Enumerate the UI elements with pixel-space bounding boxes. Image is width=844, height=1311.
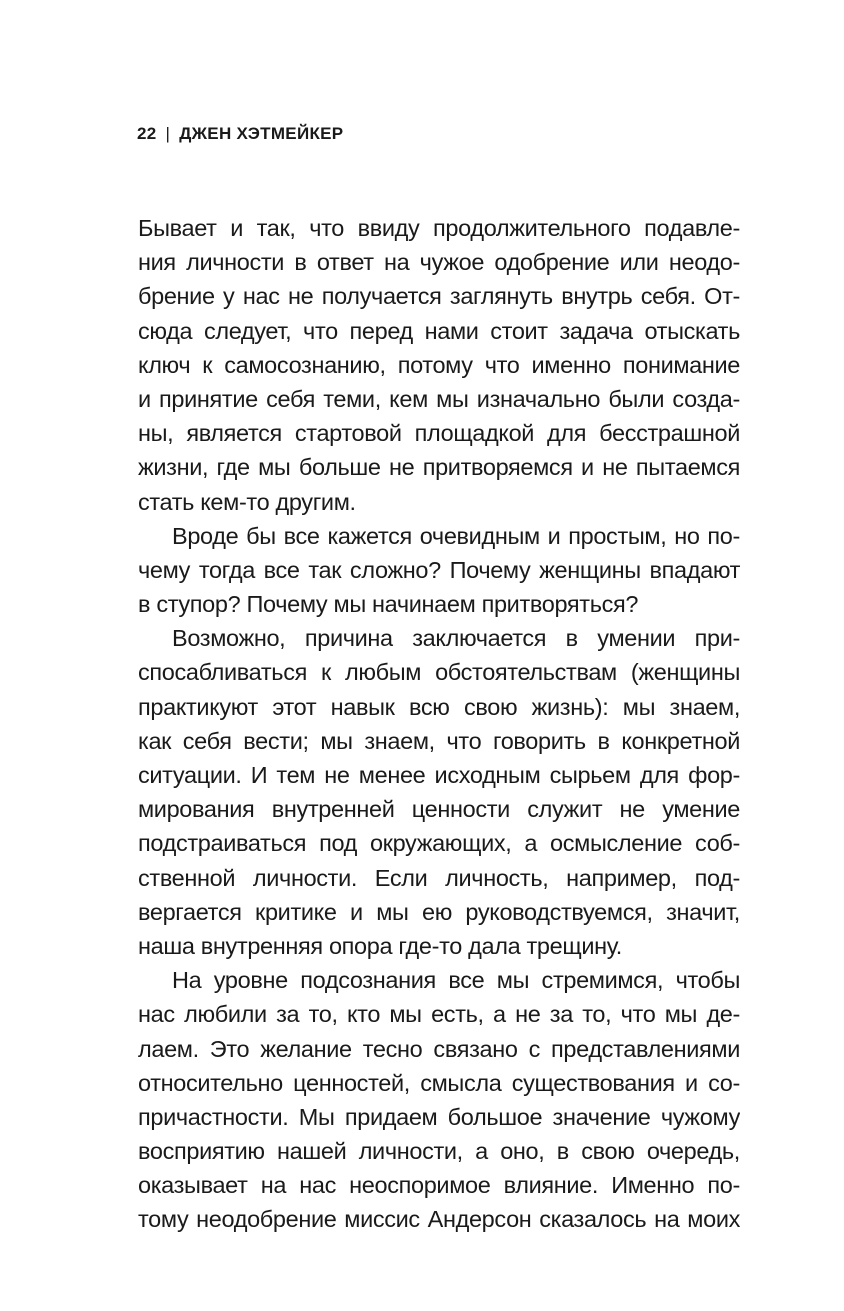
- text-line: подстраиваться под окружающих, а осмысление соб-: [138, 830, 740, 857]
- text-line: ственной личности. Если личность, например, под-: [138, 864, 740, 891]
- text-line: Возможно, причина заключается в умении при-: [172, 625, 740, 652]
- text-line: нас любили за то, кто мы есть, а не за то, что мы де-: [138, 1001, 740, 1028]
- text-line: лаем. Это желание тесно связано с представлениями: [138, 1035, 740, 1062]
- text-line: вергается критике и мы ею руководствуемся, значит,: [138, 898, 740, 925]
- text-line: и принятие себя теми, кем мы изначально были созда-: [138, 385, 740, 412]
- text-line: сюда следует, что перед нами стоит задача отыскать: [138, 317, 740, 344]
- author-name: ДЖЕН ХЭТМЕЙКЕР: [179, 124, 344, 143]
- text-line: На уровне подсознания все мы стремимся, чтобы: [172, 967, 740, 994]
- paragraph: [138, 963, 740, 1237]
- text-line: Бывает и так, что ввиду продолжительного подавле-: [138, 215, 740, 241]
- text-line: относительно ценностей, смысла существования и со-: [138, 1069, 740, 1096]
- text-line: причастности. Мы придаем большое значение чужому: [138, 1103, 740, 1130]
- running-header: [137, 124, 343, 144]
- text-line: оказывает на нас неоспоримое влияние. Именно по-: [138, 1172, 740, 1199]
- text-line: ситуации. И тем не менее исходным сырьем для фор-: [138, 762, 740, 788]
- text-line: ключ к самосознанию, потому что именно понимание: [138, 351, 740, 378]
- header-separator: |: [165, 124, 171, 143]
- text-line: ния личности в ответ на чужое одобрение или неодо-: [138, 249, 740, 276]
- text-line: наша внутренняя опора где-то дала трещину.: [138, 932, 622, 959]
- text-line: как себя вести; мы знаем, что говорить в конкретной: [138, 727, 740, 754]
- text-line: в ступор? Почему мы начинаем притворяться?: [138, 591, 639, 618]
- body-text: [138, 211, 740, 1237]
- text-line: практикуют этот навык всю свою жизнь): мы знаем,: [138, 693, 740, 720]
- text-line: Вроде бы все кажется очевидным и простым, но по-: [172, 522, 740, 549]
- text-line: тому неодобрение миссис Андерсон сказалось на моих: [138, 1206, 740, 1233]
- text-line: брение у нас не получается заглянуть внутрь себя. От-: [138, 283, 740, 310]
- text-line: восприятию нашей личности, а оно, в свою очередь,: [138, 1138, 740, 1165]
- text-line: стать кем-то другим.: [138, 488, 356, 515]
- paragraph: [138, 519, 740, 622]
- page-number: 22: [137, 124, 157, 143]
- text-line: ны, является стартовой площадкой для бесстрашной: [138, 420, 740, 447]
- text-line: чему тогда все так сложно? Почему женщины впадают: [138, 556, 740, 583]
- text-line: мирования внутренней ценности служит не умение: [138, 796, 740, 823]
- text-line: жизни, где мы больше не притворяемся и не пытаемся: [138, 454, 740, 481]
- text-line: спосабливаться к любым обстоятельствам (женщины: [138, 659, 740, 686]
- paragraph: [138, 211, 740, 519]
- paragraph: [138, 621, 740, 963]
